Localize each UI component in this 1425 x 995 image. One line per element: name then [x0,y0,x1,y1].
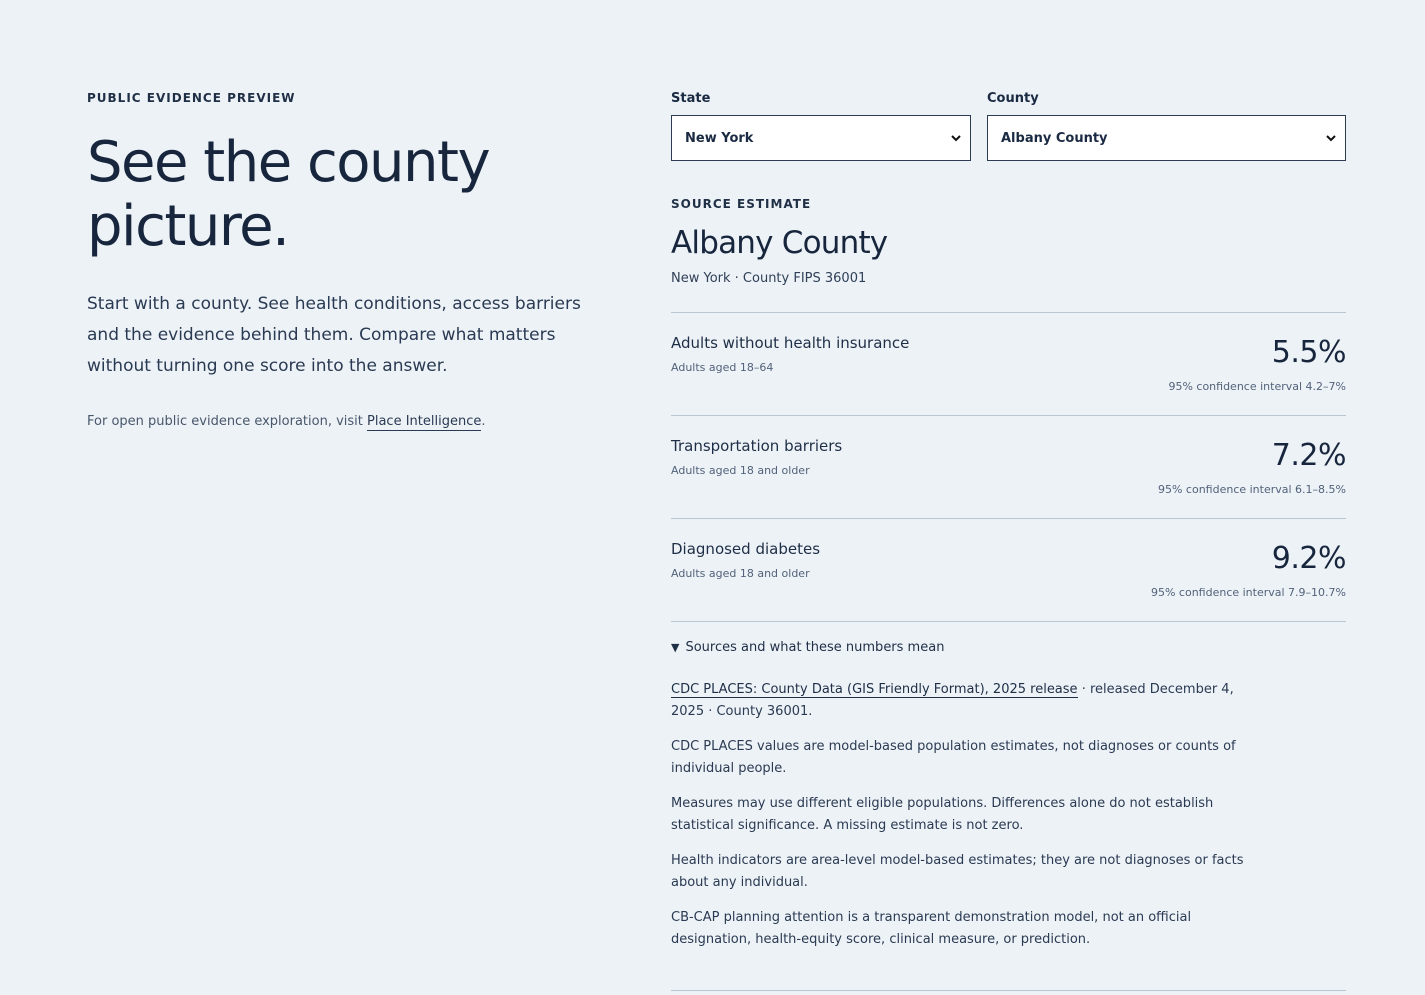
sources-summary-toggle[interactable] [671,640,1346,655]
metric-name: Adults without health insurance [671,334,910,352]
evidence-panel [671,91,1346,964]
intro-footnote [87,414,607,429]
metric-confidence-interval: 95% confidence interval 6.1–8.5% [1157,483,1346,496]
metric-confidence-interval: 95% confidence interval 7.9–10.7% [1150,586,1346,599]
cdc-places-link[interactable]: CDC PLACES: County Data (GIS Friendly Format), 2025 release [671,682,1078,697]
source-note: Measures may use different eligible populations. Differences alone do not establish statistical significance. A missing estimate is not zero. [671,796,1214,833]
metric-confidence-interval: 95% confidence interval 4.2–7% [1168,380,1346,393]
metric-population: Adults aged 18 and older [671,567,810,580]
footnote-prefix: For open public evidence exploration, visit [87,414,368,429]
county-field [987,91,1346,161]
metric-name: Transportation barriers [671,437,843,455]
county-select[interactable] [987,115,1346,161]
metric-list [671,312,1346,621]
metric-name: Diagnosed diabetes [671,540,821,558]
metric-population: Adults aged 18–64 [671,361,774,374]
metric-value: 7.2% [1271,438,1346,473]
triangle-down-icon: ▼ [671,641,680,654]
source-citation [671,679,1251,723]
chevron-down-icon [1325,132,1337,144]
state-select-value: New York [685,130,754,146]
sources-notes [671,679,1251,951]
source-citation-suffix: · released December 4, 2025 · County 36001. [671,682,1234,719]
filter-row [671,91,1346,161]
source-note: Health indicators are area-level model-based estimates; they are not diagnoses or facts about any individual. [671,853,1244,890]
source-note: CDC PLACES values are model-based population estimates, not diagnoses or counts of individual people. [671,739,1236,776]
bottom-divider [671,990,1346,991]
state-select[interactable] [671,115,971,161]
state-label: State [671,91,711,106]
page-title: See the county picture. [87,130,490,259]
sources-details [671,621,1346,951]
county-select-value: Albany County [1001,130,1108,146]
county-subtitle: New York · County FIPS 36001 [671,271,867,286]
metric-value: 9.2% [1271,541,1346,576]
county-title: Albany County [671,225,888,261]
footnote-suffix: . [481,414,486,429]
metric-value: 5.5% [1271,335,1346,370]
place-intelligence-link[interactable]: Place Intelligence [367,414,482,429]
metric-row [671,518,1346,621]
sources-summary-label: Sources and what these numbers mean [685,640,945,655]
metric-population: Adults aged 18 and older [671,464,810,477]
intro-section [87,91,607,429]
metric-row [671,312,1346,415]
chevron-down-icon [950,132,962,144]
source-note: CB-CAP planning attention is a transparent demonstration model, not an official designation, health-equity score, clinical measure, or prediction. [671,910,1192,947]
county-label: County [987,91,1039,106]
metric-row [671,415,1346,518]
state-field [671,91,971,161]
intro-lede: Start with a county. See health conditions, access barriers and the evidence behind them. Compare what matters without turning one score into the answer. [87,294,581,376]
intro-eyebrow: PUBLIC EVIDENCE PREVIEW [87,91,296,105]
estimate-eyebrow: SOURCE ESTIMATE [671,197,812,211]
